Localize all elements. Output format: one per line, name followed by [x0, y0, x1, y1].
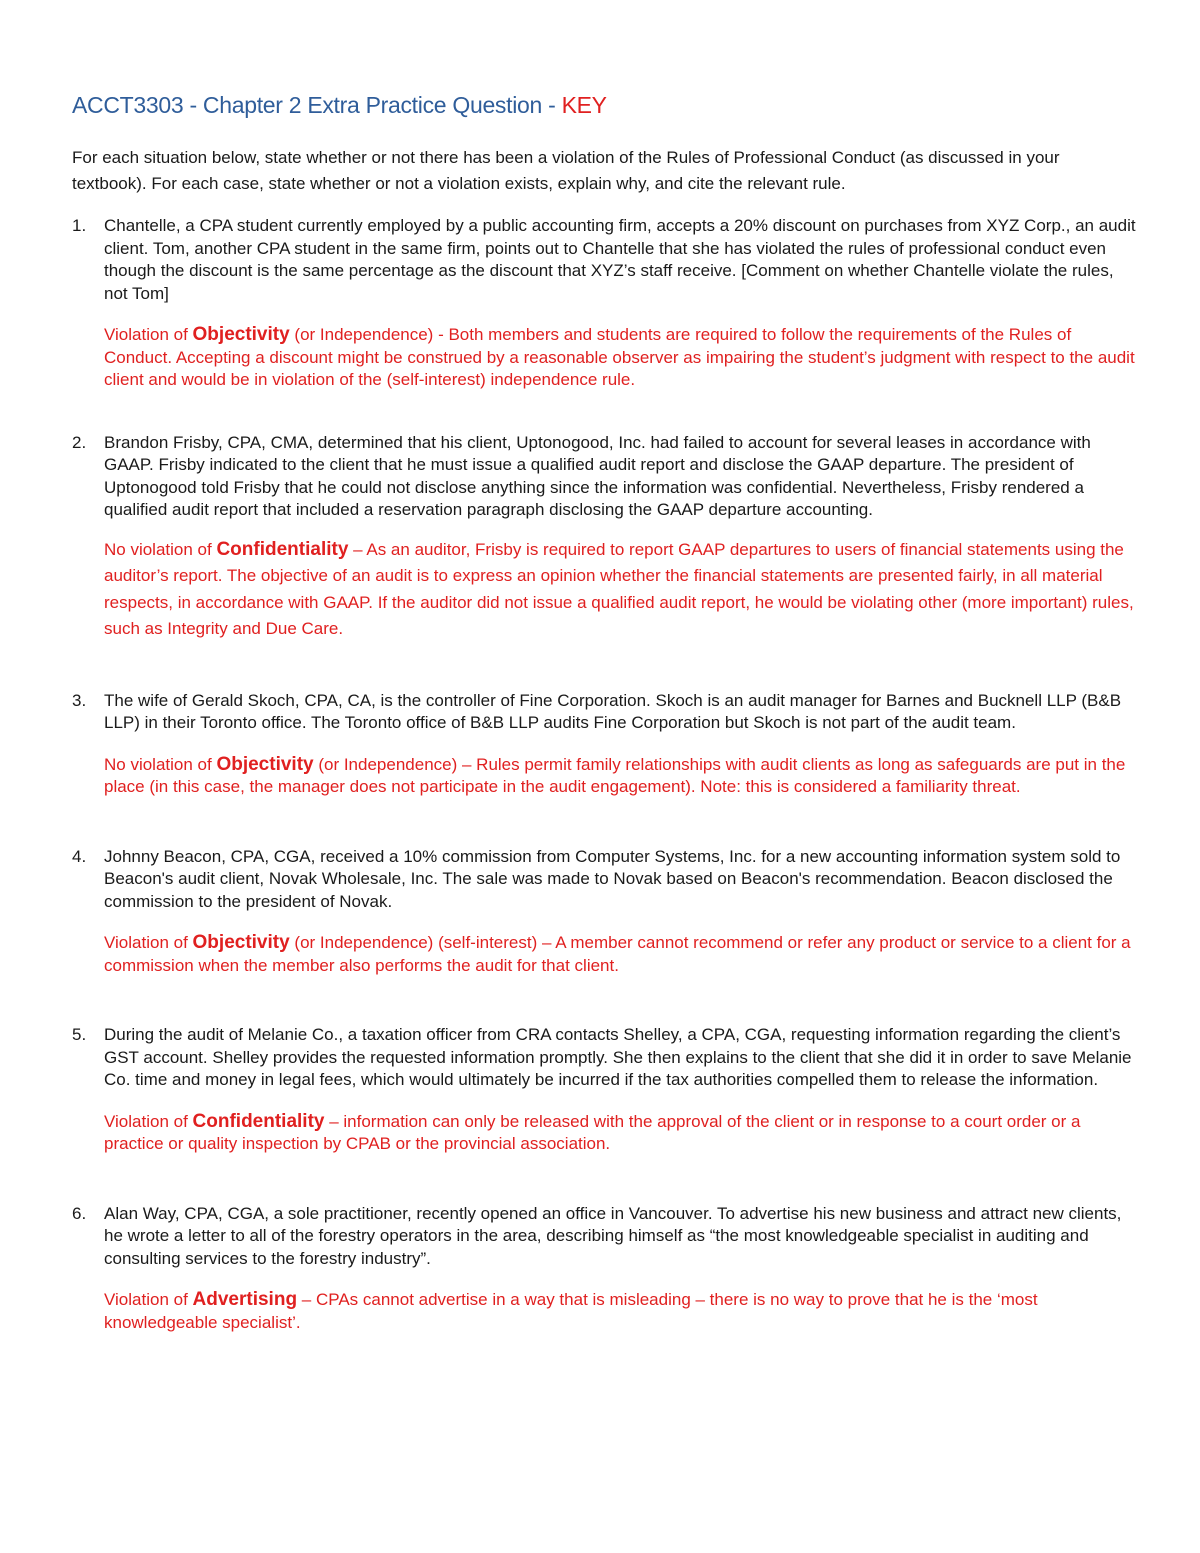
- answer-topic: Advertising: [192, 1289, 298, 1310]
- title-key: KEY: [561, 92, 607, 118]
- instructions-paragraph: For each situation below, state whether or not there has been a violation of the Rules of Professional Conduct (as discussed in your textbook). For each case, state whether or not a violation exists, explain why, and cite the relevant rule.: [72, 148, 1060, 193]
- answer-explanation: (or Independence) – Rules permit family relationships with audit clients as long as safeguards are put in the place (in this case, the manager does not participate in the audit engagement). Note: this is considered a familiarity threat.: [104, 754, 1126, 796]
- answer-text: [104, 1111, 1138, 1156]
- question-number: 1.: [72, 216, 87, 235]
- answer-topic: Confidentiality: [216, 538, 349, 560]
- answer-explanation: – information can only be released with the approval of the client or in response to a court order or a practice or quality inspection by CPAB or the provincial association.: [104, 1111, 1081, 1153]
- question-item: [72, 1024, 1138, 1156]
- answer-prefix: Violation of: [104, 1290, 193, 1309]
- answer-text: [104, 537, 1138, 643]
- document-title: [72, 92, 1138, 119]
- question-item: [72, 215, 1138, 392]
- question-text: Alan Way, CPA, CGA, a sole practitioner, recently opened an office in Vancouver. To advertise his new business and attract new clients, he wrote a letter to all of the forestry operators in the area, describing himself as “the most knowledgeable specialist in auditing and consulting services to the forestry industry”.: [104, 1203, 1122, 1268]
- answer-text: [104, 754, 1138, 799]
- answer-text: [104, 324, 1138, 392]
- question-text: Brandon Frisby, CPA, CMA, determined that his client, Uptonogood, Inc. had failed to account for several leases in accordance with GAAP. Frisby indicated to the client that he must issue a qualified audit report and disclose the GAAP departure. The president of Uptonogood told Frisby that he could not disclose anything since the information was confidential. Nevertheless, Frisby rendered a qualified audit report that included a reservation paragraph disclosing the GAAP departure accounting.: [104, 432, 1091, 519]
- answer-prefix: Violation of: [104, 325, 193, 344]
- answer-prefix: No violation of: [104, 539, 217, 559]
- question-number: 5.: [72, 1025, 87, 1044]
- question-number: 2.: [72, 432, 87, 452]
- document-page: [72, 92, 1138, 1334]
- answer-explanation: – CPAs cannot advertise in a way that is misleading – there is no way to prove that he is the ‘most knowledgeable specialist’.: [104, 1290, 1038, 1332]
- answer-topic: Objectivity: [192, 324, 290, 345]
- question-item: [72, 846, 1138, 978]
- answer-topic: Objectivity: [192, 932, 290, 953]
- question-text: Johnny Beacon, CPA, CGA, received a 10% commission from Computer Systems, Inc. for a new accounting information system sold to Beacon's audit client, Novak Wholesale, Inc. The sale was made to Novak based on Beacon's recommendation. Beacon disclosed the commission to the president of Novak.: [104, 846, 1121, 911]
- question-item: [72, 432, 1138, 643]
- question-text: The wife of Gerald Skoch, CPA, CA, is the controller of Fine Corporation. Skoch is an audit manager for Barnes and Bucknell LLP (B&B LLP) in their Toronto office. The Toronto office of B&B LLP audits Fine Corporation but Skoch is not part of the audit team.: [104, 690, 1122, 732]
- answer-text: [104, 1289, 1138, 1334]
- question-item: [72, 1203, 1138, 1335]
- answer-explanation: (or Independence) (self-interest) – A member cannot recommend or refer any product or service to a client for a commission when the member also performs the audit for that client.: [104, 933, 1131, 975]
- answer-topic: Confidentiality: [192, 1110, 325, 1132]
- answer-prefix: Violation of: [104, 933, 193, 952]
- answer-prefix: Violation of: [104, 1111, 193, 1131]
- question-number: 3.: [72, 690, 87, 710]
- question-item: [72, 690, 1138, 799]
- answer-explanation: – As an auditor, Frisby is required to report GAAP departures to users of financial statements using the auditor’s report. The objective of an audit is to express an opinion whether the financial statements are presented fairly, in all material respects, in accordance with GAAP. If the auditor did not issue a qualified audit report, he would be violating other (more important) rules, such as Integrity and Due Care.: [104, 539, 1134, 638]
- answer-explanation: (or Independence) - Both members and students are required to follow the requirements of the Rules of Conduct. Accepting a discount might be construed by a reasonable observer as impairing the student’s judgment with respect to the audit client and would be in violation of the (self-interest) independence rule.: [104, 325, 1135, 389]
- question-text: During the audit of Melanie Co., a taxation officer from CRA contacts Shelley, a CPA, CGA, requesting information regarding the client’s GST account. Shelley provides the requested information promptly. She then explains to the client that she did it in order to save Melanie Co. time and money in legal fees, which would ultimately be incurred if the tax authorities compelled them to release the information.: [104, 1025, 1132, 1089]
- answer-topic: Objectivity: [216, 753, 314, 775]
- question-number: 4.: [72, 846, 87, 866]
- question-text: Chantelle, a CPA student currently employed by a public accounting firm, accepts a 20% discount on purchases from XYZ Corp., an audit client. Tom, another CPA student in the same firm, points out to Chantelle that she has violated the rules of professional conduct even though the discount is the same percentage as the discount that XYZ’s staff receive. [Comment on whether Chantelle violate the rules, not Tom]: [104, 216, 1136, 303]
- answer-prefix: No violation of: [104, 754, 217, 774]
- answer-text: [104, 932, 1138, 977]
- question-number: 6.: [72, 1203, 87, 1223]
- title-main: ACCT3303 - Chapter 2 Extra Practice Question -: [72, 92, 562, 118]
